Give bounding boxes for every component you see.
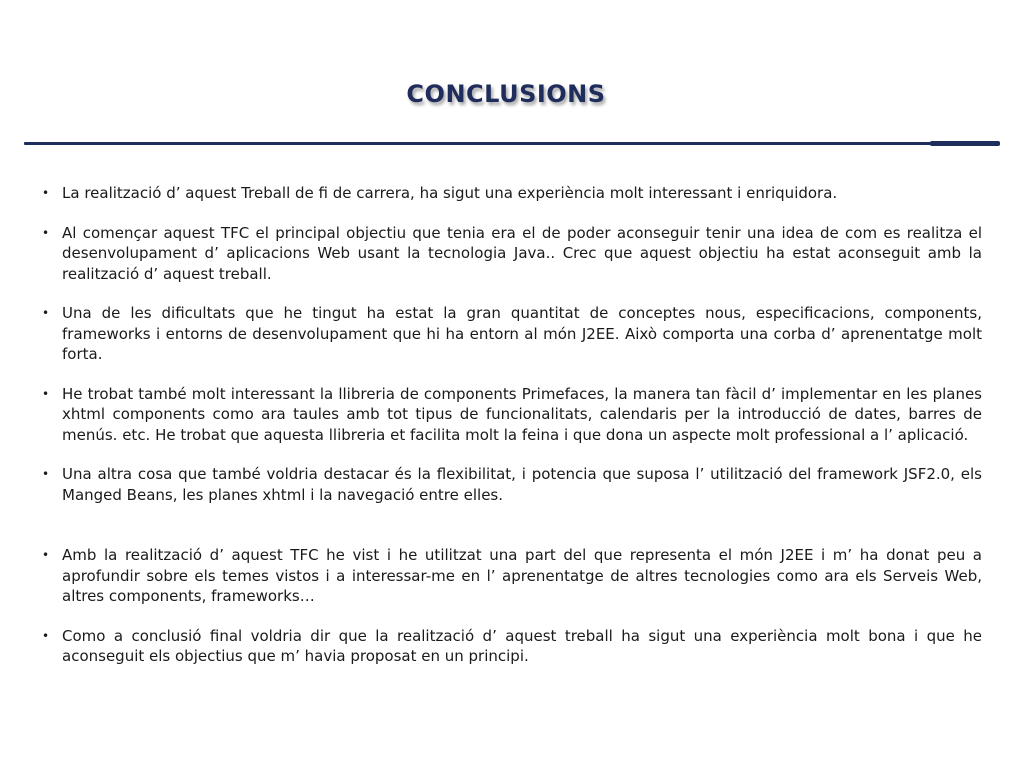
bullet-icon: • <box>42 225 50 240</box>
list-item <box>40 384 982 446</box>
bullet-icon: • <box>42 628 50 643</box>
list-item <box>40 464 982 505</box>
title-divider-accent <box>930 141 1000 146</box>
list-item <box>40 545 982 607</box>
list-item-text: Al començar aquest TFC el principal objectiu que tenia era el de poder aconseguir tenir una idea de com es realitza el desenvolupament d’ aplicacions Web usant la tecnologia Java.. Crec que aquest objectiu ha estat aconseguit amb la realització d’ aquest treball. <box>62 223 982 283</box>
list-item-text: Como a conclusió final voldria dir que la realització d’ aquest treball ha sigut una experiència molt bona i que he aconseguit els objectius que m’ havia proposat en un principi. <box>62 626 982 665</box>
list-item <box>40 303 982 365</box>
bullet-icon: • <box>42 467 50 481</box>
list-item <box>40 626 982 667</box>
list-item-text: La realització d’ aquest Treball de fi de carrera, ha sigut una experiència molt interessant i enriquidora. <box>62 184 838 202</box>
slide-title: CONCLUSIONS <box>406 80 606 108</box>
title-divider <box>24 142 1000 145</box>
list-item <box>40 183 982 204</box>
list-item-text: Amb la realització d’ aquest TFC he vist i he utilitzat una part del que representa el món J2EE i m’ ha donat peu a aprofundir sobre els temes vistos i a interessar-me en l’ aprenentatge de altres tecnologies como ara els Serveis Web, altres components, frameworks… <box>62 546 982 605</box>
conclusions-list <box>40 183 982 667</box>
list-item-text: Una de les dificultats que he tingut ha estat la gran quantitat de conceptes nous, especificacions, components, frameworks i entorns de desenvolupament que hi ha entorn al món J2EE. Això comporta una corba d’ aprenentatge molt forta. <box>62 304 982 363</box>
bullet-icon: • <box>42 548 50 562</box>
list-item-text: He trobat també molt interessant la llibreria de components Primefaces, la manera tan fàcil d’ implementar en les planes xhtml components como ara taules amb tot tipus de funcionalitats, calendaris per la introducció de dates, barres de menús. etc. He trobat que aquesta llibreria et facilita molt la feina i que dona un aspecte molt professional a l’ aplicació. <box>62 384 982 444</box>
list-item <box>40 223 982 285</box>
list-item-text: Una altra cosa que també voldria destacar és la flexibilitat, i potencia que suposa l’ utilització del framework JSF2.0, els Manged Beans, les planes xhtml i la navegació entre elles. <box>62 465 982 504</box>
bullet-icon: • <box>42 186 50 200</box>
bullet-icon: • <box>42 306 50 320</box>
bullet-icon: • <box>42 386 50 401</box>
